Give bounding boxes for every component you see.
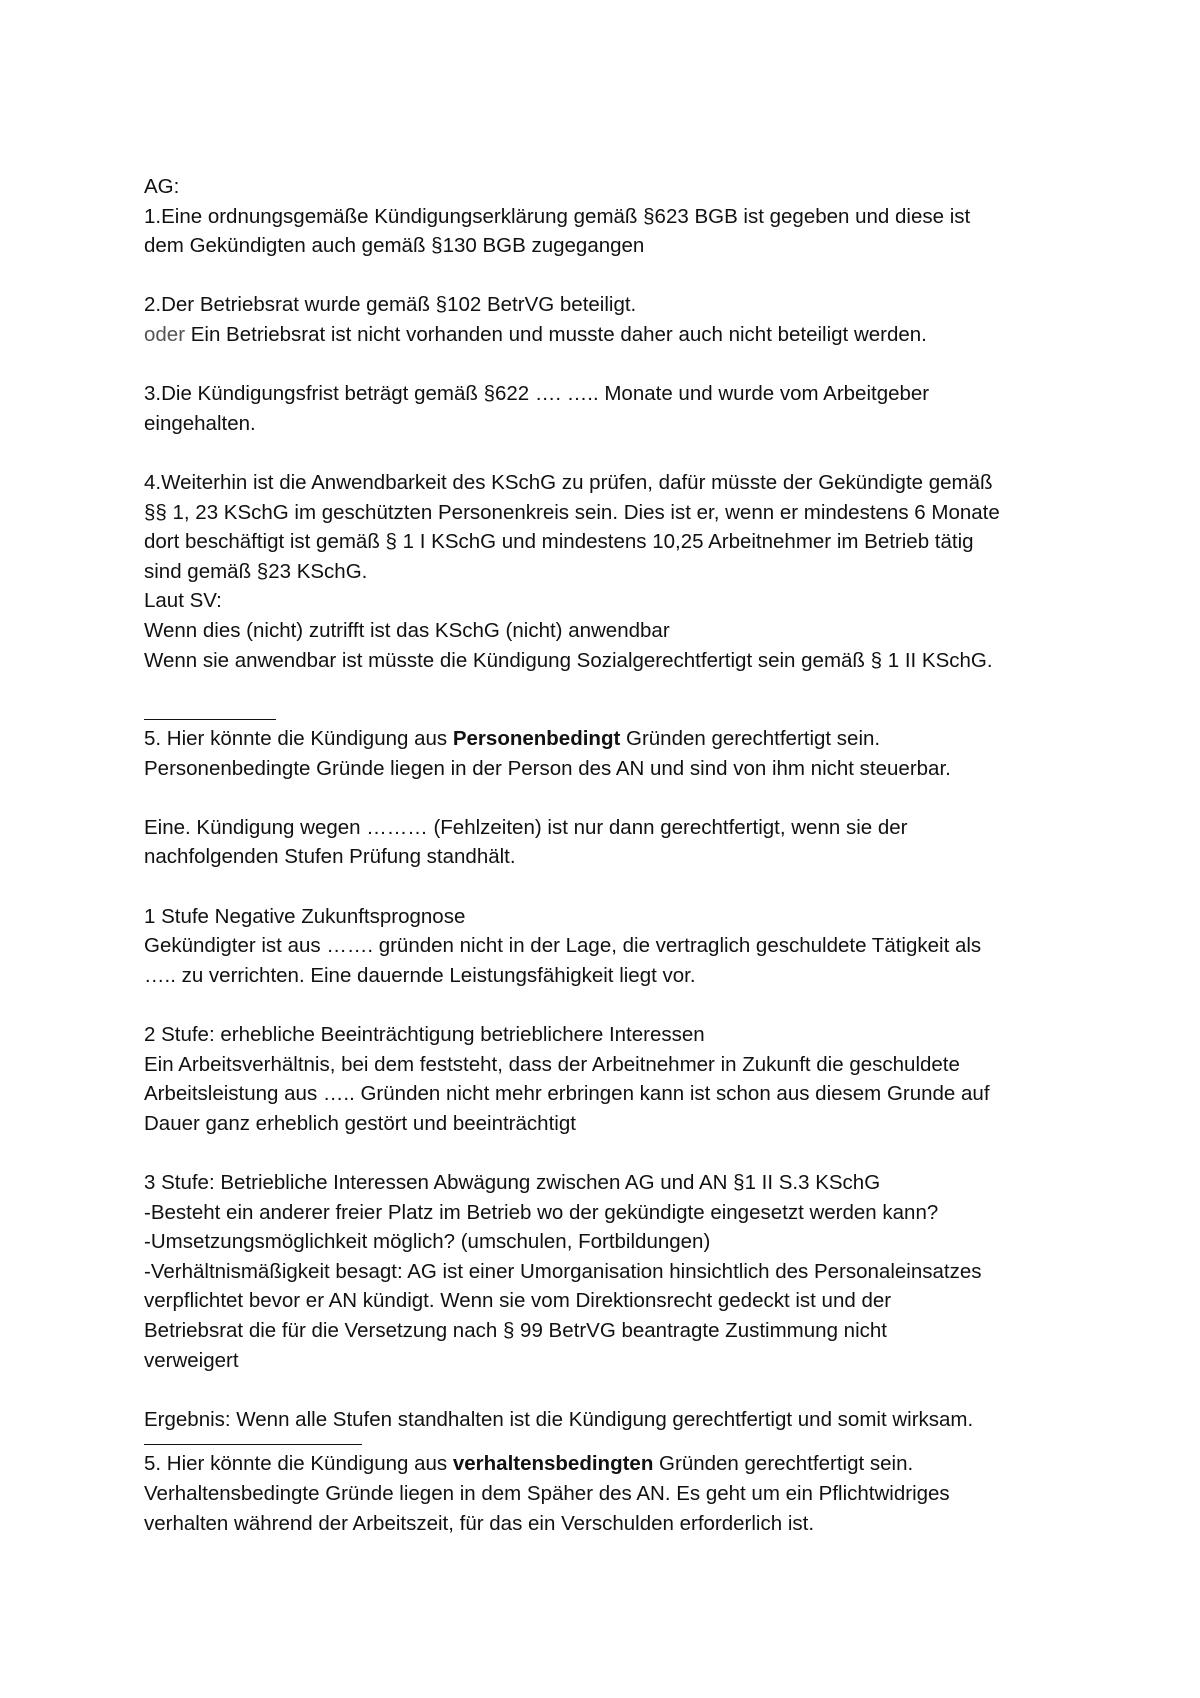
paragraph-gap — [144, 1375, 1084, 1405]
text-line: 1.Eine ordnungsgemäße Kündigungserklärung gemäß §623 BGB ist gegeben und diese ist — [144, 204, 971, 228]
text-line: Gekündigter ist aus ……. gründen nicht in der Lage, die vertraglich geschuldete Tätigkeit als — [144, 934, 982, 958]
stufe-1-title: 1 Stufe Negative Zukunftsprognose — [144, 904, 466, 928]
text-line: eingehalten. — [144, 411, 256, 435]
paragraph-gap — [144, 675, 1084, 719]
text-line: Verhaltensbedingte Gründe liegen in dem Späher des AN. Es geht um ein Pflichtwidriges — [144, 1481, 950, 1505]
text-line: Dauer ganz erheblich gestört und beeinträchtigt — [144, 1111, 576, 1135]
text-line: Arbeitsleistung aus ….. Gründen nicht mehr erbringen kann ist schon aus diesem Grunde auf — [144, 1082, 990, 1106]
text-line: -Besteht ein anderer freier Platz im Betrieb wo der gekündigte eingesetzt werden kann? — [144, 1200, 939, 1224]
section-2-betriebsrat — [144, 290, 1084, 349]
text-line — [144, 320, 1084, 350]
text-line: -Umsetzungsmöglichkeit möglich? (umschulen, Fortbildungen) — [144, 1230, 711, 1254]
text-fragment: 5. Hier könnte die Kündigung aus — [144, 1452, 453, 1476]
paragraph-gap — [144, 1138, 1084, 1168]
paragraph-gap — [144, 783, 1084, 813]
text-fragment: Gründen gerechtfertigt sein. — [653, 1452, 914, 1476]
text-line: §§ 1, 23 KSchG im geschützten Personenkreis sein. Dies ist er, wenn er mindestens 6 Monate — [144, 500, 1000, 524]
paragraph-gap — [144, 872, 1084, 902]
section-divider — [144, 719, 276, 720]
section-4-kschg-anwendbarkeit — [144, 468, 1084, 675]
paragraph-gap — [144, 438, 1084, 468]
stufe-3-title: 3 Stufe: Betriebliche Interessen Abwägung zwischen AG und AN §1 II S.3 KSchG — [144, 1171, 881, 1194]
section-3-kuendigungsfrist — [144, 379, 1084, 438]
text-line: 2.Der Betriebsrat wurde gemäß §102 BetrVG beteiligt. — [144, 293, 637, 317]
document-body — [144, 172, 1084, 1538]
text-line: Betriebsrat die für die Versetzung nach § 99 BetrVG beantragte Zustimmung nicht — [144, 1318, 887, 1342]
text-line — [144, 1449, 1084, 1479]
text-fragment: Ein Betriebsrat ist nicht vorhanden und musste daher auch nicht beteiligt werden. — [185, 322, 927, 346]
text-line: nachfolgenden Stufen Prüfung standhält. — [144, 845, 516, 869]
text-line: ….. zu verrichten. Eine dauernde Leistungsfähigkeit liegt vor. — [144, 963, 696, 987]
section-divider — [144, 1444, 362, 1445]
text-line: sind gemäß §23 KSchG. — [144, 559, 368, 583]
section-1-kuendigungserklaerung — [144, 202, 1084, 261]
text-fragment: Gründen gerechtfertigt sein. — [620, 727, 881, 751]
text-line: dem Gekündigten auch gemäß §130 BGB zugegangen — [144, 234, 645, 258]
text-line: 4.Weiterhin ist die Anwendbarkeit des KSchG zu prüfen, dafür müsste der Gekündigte gemäß — [144, 470, 993, 494]
text-fragment: 5. Hier könnte die Kündigung aus — [144, 727, 453, 751]
bold-term: verhaltensbedingten — [452, 1452, 654, 1476]
text-line: verweigert — [144, 1348, 239, 1372]
or-prefix: oder — [144, 322, 186, 346]
ergebnis-line: Ergebnis: Wenn alle Stufen standhalten ist die Kündigung gerechtfertigt und somit wirksam. — [144, 1407, 974, 1431]
text-line: dort beschäftigt ist gemäß § 1 I KSchG und mindestens 10,25 Arbeitnehmer im Betrieb tätig — [144, 530, 974, 554]
text-line: Wenn sie anwendbar ist müsste die Kündigung Sozialgerechtfertigt sein gemäß § 1 II KSchG. — [144, 648, 993, 672]
doc-heading: AG: — [144, 175, 180, 198]
paragraph-gap — [144, 261, 1084, 291]
paragraph-gap — [144, 350, 1084, 380]
text-line: verhalten während der Arbeitszeit, für das ein Verschulden erforderlich ist. — [144, 1511, 815, 1535]
paragraph-gap — [144, 990, 1084, 1020]
text-line: Wenn dies (nicht) zutrifft ist das KSchG (nicht) anwendbar — [144, 618, 670, 642]
section-5-verhaltensbedingt — [144, 1449, 1084, 1538]
stufe-2-title: 2 Stufe: erhebliche Beeinträchtigung betrieblichere Interessen — [144, 1023, 705, 1047]
text-line: 3.Die Kündigungsfrist beträgt gemäß §622 …. ….. Monate und wurde vom Arbeitgeber — [144, 382, 930, 406]
text-line: Laut SV: — [144, 589, 222, 613]
text-line: Personenbedingte Gründe liegen in der Person des AN und sind von ihm nicht steuerbar. — [144, 756, 951, 780]
text-line: -Verhältnismäßigkeit besagt: AG ist einer Umorganisation hinsichtlich des Personaleinsatzes — [144, 1259, 982, 1283]
section-5-personenbedingt — [144, 724, 1084, 1434]
text-line — [144, 724, 1084, 754]
text-line: verpflichtet bevor er AN kündigt. Wenn sie vom Direktionsrecht gedeckt ist und der — [144, 1289, 892, 1313]
bold-term: Personenbedingt — [452, 727, 621, 751]
text-line: Ein Arbeitsverhältnis, bei dem feststeht, dass der Arbeitnehmer in Zukunft die geschuldete — [144, 1052, 960, 1076]
text-line: Eine. Kündigung wegen ……… (Fehlzeiten) ist nur dann gerechtfertigt, wenn sie der — [144, 815, 908, 839]
